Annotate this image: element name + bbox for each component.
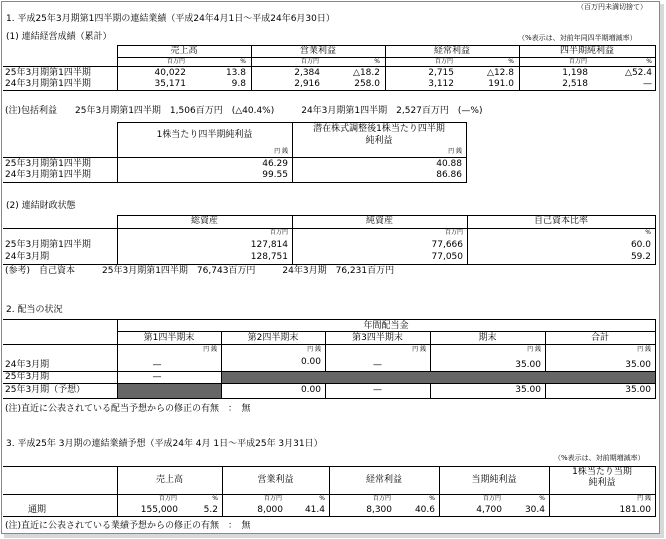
equity-reference-note: (参考) 自己資本 25年3月期第1四半期 76,743百万円 24年3月期 76,231百万円	[5, 266, 395, 276]
cell-value: 2,715	[428, 68, 454, 78]
header-equity-ratio: 自己資本比率	[533, 216, 588, 226]
shaded-cell	[222, 372, 655, 383]
unit-label: 百万円	[482, 495, 501, 502]
header-diluted-eps: 潜在株式調整後1株当たり四半期	[313, 124, 445, 134]
header-total-assets: 総資産	[190, 216, 218, 226]
unit-label: 円 銭	[412, 346, 426, 353]
section3-title: 3. 平成25年 3月期の連結業績予想（平成24年 4月 1日～平成25年 3月31日）	[6, 439, 323, 449]
cell-value: 35.00	[625, 385, 651, 395]
cell-value: 155,000	[140, 505, 178, 515]
cell-value: 181.00	[619, 505, 651, 515]
header-sales: 売上高	[170, 46, 198, 56]
header-eps: 1株当たり当期	[572, 467, 632, 477]
cell-value: △12.8	[487, 68, 514, 78]
header-annual-dividend: 年間配当金	[363, 321, 409, 331]
unit-label: %	[645, 229, 651, 236]
unit-label: %	[212, 495, 218, 502]
row-label: 25年3月期第1四半期	[5, 159, 91, 169]
page-shadow-bottom	[4, 534, 664, 538]
header-operating-income: 営業利益	[299, 46, 336, 56]
unit-label: 百万円	[568, 58, 587, 65]
unit-label: 円 銭	[637, 346, 651, 353]
unit-label: 円 銭	[448, 148, 462, 155]
unit-label: %	[508, 58, 514, 65]
cell-value: 127,814	[250, 240, 288, 250]
cell-value: 35.00	[515, 385, 541, 395]
row-label: 25年3月期（予想）	[5, 385, 86, 395]
section1-sub1-note: （%表示は、対前年同四半期増減率）	[518, 34, 637, 42]
cell-value: 191.0	[488, 79, 514, 89]
cell-value: 0.00	[300, 357, 321, 367]
unit-label: %	[240, 58, 246, 65]
cell-value: 60.0	[630, 240, 651, 250]
unit-note: （百万円未満切捨て）	[577, 3, 647, 11]
unit-label: %	[646, 58, 652, 65]
cell-value: 77,050	[431, 252, 463, 262]
header-ordinary-income: 経常利益	[365, 475, 402, 485]
header-net-assets: 純資産	[365, 216, 393, 226]
cell-value: —	[152, 372, 162, 382]
section1-sub2-title: (2) 連結財政状態	[6, 201, 76, 211]
cell-value: 2,384	[294, 68, 320, 78]
section3-note: （%表示は、対前期増減率）	[554, 454, 645, 462]
unit-label: 百万円	[444, 229, 463, 236]
cell-value: △52.4	[625, 68, 652, 78]
cell-value: 40.88	[436, 159, 462, 169]
header-ordinary-income: 経常利益	[433, 46, 470, 56]
unit-label: %	[374, 58, 380, 65]
cell-value: 35,171	[154, 79, 186, 89]
cell-value: 30.4	[524, 505, 545, 515]
header-q3-end: 第3四半期末	[352, 333, 403, 343]
header-sales: 売上高	[155, 475, 183, 485]
cell-value: 128,751	[250, 252, 288, 262]
unit-label: 円 銭	[527, 346, 541, 353]
cell-value: 5.2	[203, 505, 218, 515]
header-year-end: 期末	[478, 333, 497, 343]
header-operating-income: 営業利益	[257, 475, 294, 485]
cell-value: 3,112	[428, 79, 454, 89]
unit-label: 百万円	[166, 58, 185, 65]
cell-value: 8,000	[257, 505, 283, 515]
header-total: 合計	[590, 333, 609, 343]
cell-value: 35.00	[515, 360, 541, 370]
cell-value: —	[152, 360, 162, 370]
header-q2-end: 第2四半期末	[247, 333, 299, 343]
section1-sub1-title: (1) 連結経営成績（累計）	[6, 32, 112, 42]
cell-value: 59.2	[630, 252, 651, 262]
unit-label: 百万円	[158, 495, 177, 502]
row-label: 24年3月期	[5, 360, 50, 370]
unit-label: 円 銭	[637, 495, 651, 502]
unit-label: %	[429, 495, 435, 502]
header-diluted-eps-2: 純利益	[365, 136, 393, 146]
unit-label: 円 銭	[307, 346, 321, 353]
cell-value: 8,300	[366, 505, 392, 515]
cell-value: 99.55	[262, 170, 288, 180]
unit-label: 百万円	[434, 58, 453, 65]
cell-value: —	[373, 385, 382, 395]
cell-value: 40,022	[154, 68, 186, 78]
row-label: 24年3月期第1四半期	[5, 79, 91, 89]
header-net-income: 当期純利益	[471, 475, 517, 485]
shaded-cell	[118, 384, 221, 398]
unit-label: %	[319, 495, 325, 502]
row-label: 25年3月期第1四半期	[5, 240, 91, 250]
cell-value: 0.00	[300, 385, 321, 395]
section1-title: 1. 平成25年3月期第1四半期の連結業績（平成24年4月1日～平成24年6月30日）	[6, 14, 335, 24]
header-eps-2: 純利益	[588, 478, 616, 488]
unit-label: 円 銭	[274, 148, 288, 155]
cell-value: 9.8	[231, 79, 246, 89]
cell-value: 46.29	[262, 159, 288, 169]
unit-label: 円 銭	[203, 346, 217, 353]
row-label: 24年3月期	[5, 252, 50, 262]
cell-value: 4,700	[476, 505, 502, 515]
comprehensive-income-note: (注)包括利益 25年3月期第1四半期 1,506百万円 (△40.4%) 24年3月期第1四半期 2,527百万円 (—%)	[5, 106, 483, 116]
row-label: 通期	[28, 505, 47, 515]
cell-value: 258.0	[354, 79, 380, 89]
row-label: 25年3月期第1四半期	[5, 68, 91, 78]
row-label: 24年3月期第1四半期	[5, 170, 91, 180]
unit-label: 百万円	[269, 229, 288, 236]
cell-value: —	[373, 360, 382, 370]
cell-value: 77,666	[431, 240, 463, 250]
cell-value: △18.2	[353, 68, 380, 78]
page-shadow-right	[660, 4, 664, 537]
header-q1-end: 第1四半期末	[143, 333, 195, 343]
forecast-revision-note: (注)直近に公表されている業績予想からの修正の有無 ： 無	[5, 521, 251, 531]
unit-label: 百万円	[263, 495, 282, 502]
cell-value: 13.8	[225, 68, 246, 78]
unit-label: %	[539, 495, 545, 502]
cell-value: 86.86	[436, 170, 462, 180]
cell-value: 41.4	[304, 505, 325, 515]
header-eps: 1株当たり四半期純利益	[156, 130, 253, 140]
row-label: 25年3月期	[5, 372, 50, 382]
cell-value: 2,518	[562, 79, 588, 89]
dividend-revision-note: (注)直近に公表されている配当予想からの修正の有無 ： 無	[5, 404, 251, 414]
section2-title: 2. 配当の状況	[6, 305, 63, 315]
cell-value: 1,198	[562, 68, 588, 78]
cell-value: 35.00	[625, 360, 651, 370]
cell-value: —	[643, 79, 652, 89]
header-net-income: 四半期純利益	[559, 46, 614, 56]
cell-value: 2,916	[294, 79, 320, 89]
unit-label: 百万円	[300, 58, 319, 65]
cell-value: 40.6	[414, 505, 435, 515]
unit-label: 百万円	[372, 495, 391, 502]
